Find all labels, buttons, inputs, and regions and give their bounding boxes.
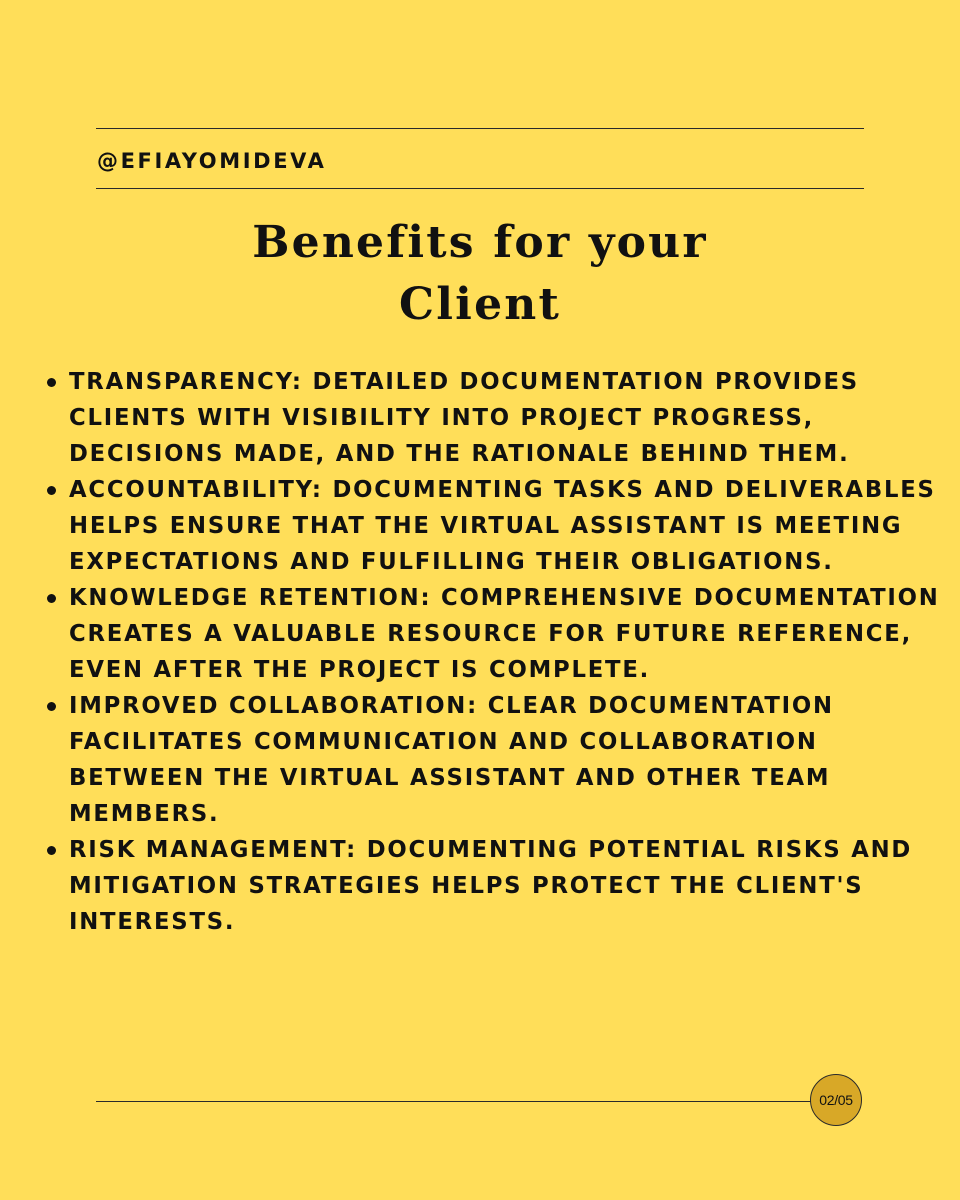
page-title-line-1: Benefits for your (252, 217, 708, 268)
benefit-transparency (40, 364, 950, 472)
page-indicator-text: 02/05 (819, 1092, 853, 1108)
bullet-icon (47, 378, 56, 387)
benefit-line: ACCOUNTABILITY: DOCUMENTING TASKS AND DELIVERABLES (69, 477, 936, 503)
benefit-line: BETWEEN THE VIRTUAL ASSISTANT AND OTHER TEAM (69, 765, 831, 791)
benefit-text (69, 472, 950, 580)
benefit-line: TRANSPARENCY: DETAILED DOCUMENTATION PROVIDES (69, 369, 859, 395)
benefit-text (69, 688, 950, 832)
benefit-line: INTERESTS. (69, 909, 236, 935)
bullet-icon (47, 846, 56, 855)
benefit-line: CREATES A VALUABLE RESOURCE FOR FUTURE REFERENCE, (69, 621, 913, 647)
benefit-line: IMPROVED COLLABORATION: CLEAR DOCUMENTATION (69, 693, 834, 719)
page-title-line-2: Client (399, 279, 561, 330)
bullet-icon (47, 702, 56, 711)
benefit-line: FACILITATES COMMUNICATION AND COLLABORATION (69, 729, 818, 755)
benefit-text (69, 832, 950, 940)
benefit-improved-collaboration (40, 688, 950, 832)
benefit-text (69, 580, 950, 688)
benefit-line: HELPS ENSURE THAT THE VIRTUAL ASSISTANT IS MEETING (69, 513, 903, 539)
bullet-icon (47, 486, 56, 495)
benefit-line: CLIENTS WITH VISIBILITY INTO PROJECT PROGRESS, (69, 405, 815, 431)
benefit-accountability (40, 472, 950, 580)
benefit-line: MITIGATION STRATEGIES HELPS PROTECT THE CLIENT'S (69, 873, 864, 899)
benefit-line: EXPECTATIONS AND FULFILLING THEIR OBLIGATIONS. (69, 549, 834, 575)
benefit-risk-management (40, 832, 950, 940)
page-indicator-badge (810, 1074, 862, 1126)
benefit-knowledge-retention (40, 580, 950, 688)
page-title (0, 212, 960, 336)
benefit-line: KNOWLEDGE RETENTION: COMPREHENSIVE DOCUMENTATION (69, 585, 940, 611)
benefits-list (40, 364, 950, 940)
benefit-line: MEMBERS. (69, 801, 220, 827)
bullet-icon (47, 594, 56, 603)
benefit-line: EVEN AFTER THE PROJECT IS COMPLETE. (69, 657, 651, 683)
author-handle: @EFIAYOMIDEVA (97, 149, 327, 173)
top-divider (96, 128, 864, 129)
benefit-text (69, 364, 950, 472)
benefit-line: DECISIONS MADE, AND THE RATIONALE BEHIND THEM. (69, 441, 850, 467)
footer-divider (96, 1101, 812, 1102)
header-divider (96, 188, 864, 189)
benefit-line: RISK MANAGEMENT: DOCUMENTING POTENTIAL RISKS AND (69, 837, 913, 863)
